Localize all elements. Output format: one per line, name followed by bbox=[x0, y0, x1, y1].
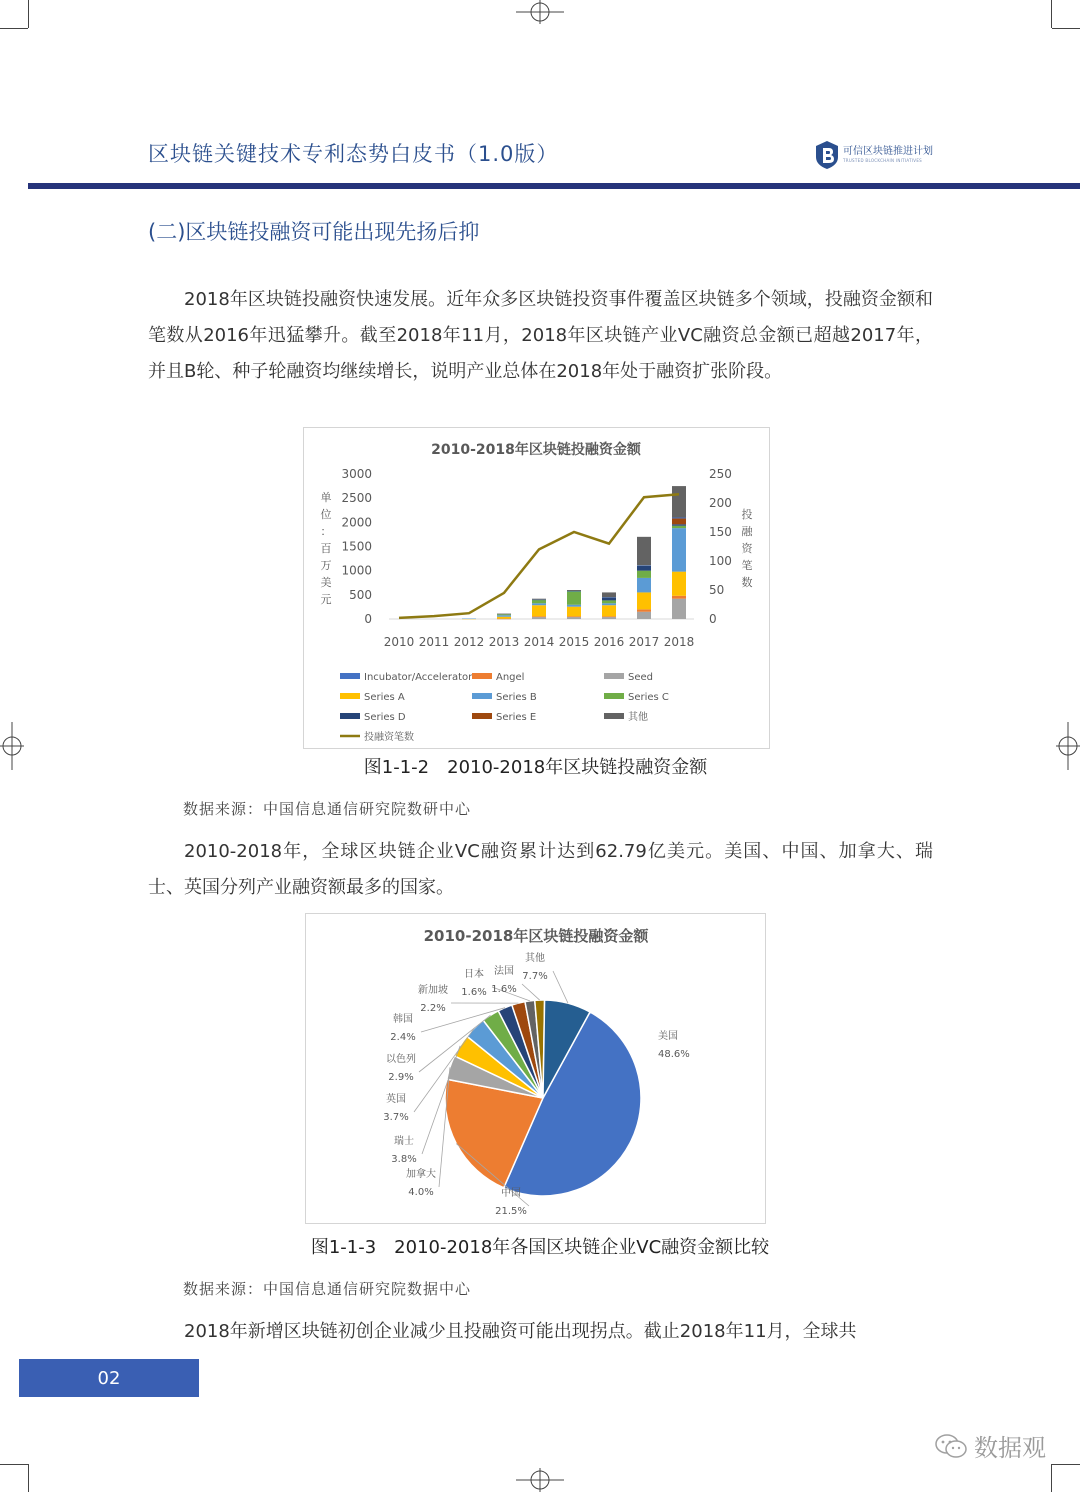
legend-swatch bbox=[472, 673, 492, 679]
page-number: 02 bbox=[97, 1367, 121, 1389]
registration-mark-top bbox=[516, 0, 564, 24]
figure-2-chart-frame bbox=[305, 913, 766, 1224]
y-axis-label-char: 位 bbox=[320, 508, 332, 521]
y2-tick-label: 100 bbox=[709, 554, 732, 568]
slice-percent: 2.2% bbox=[420, 1003, 446, 1014]
bar-segment bbox=[567, 605, 581, 607]
x-tick-label: 2011 bbox=[418, 635, 450, 649]
bar-segment bbox=[672, 599, 686, 619]
slice-label: 日本 bbox=[464, 969, 484, 980]
y-tick-label: 1000 bbox=[341, 563, 372, 578]
bar-segment bbox=[567, 616, 581, 617]
section-title: (二)区块链投融资可能出现先扬后抑 bbox=[148, 220, 480, 244]
bar-segment bbox=[672, 526, 686, 528]
slice-label: 加拿大 bbox=[406, 1169, 436, 1180]
legend-label: Series C bbox=[628, 692, 669, 703]
paragraph-1-text: 2018年区块链投融资快速发展。近年众多区块链投资事件覆盖区块链多个领域，投融资金额和笔数从2016年迅猛攀升。截至2018年11月，2018年区块链产业VC融资总金额已超越2017年，并且B轮、种子轮融资均继续增长，说明产业总体在2018年处于融资扩张阶段。 bbox=[148, 289, 933, 382]
legend-label: Seed bbox=[628, 672, 653, 683]
y2-axis-label-char: 数 bbox=[741, 576, 753, 589]
slice-percent: 2.9% bbox=[388, 1072, 414, 1083]
y-tick-label: 0 bbox=[364, 612, 372, 626]
legend-label: Series A bbox=[364, 692, 405, 703]
y-axis-label-char: 单 bbox=[320, 491, 332, 504]
slice-percent: 2.4% bbox=[390, 1032, 416, 1043]
x-tick-label: 2017 bbox=[628, 635, 660, 649]
crop-mark bbox=[1052, 28, 1080, 29]
bar-segment bbox=[602, 605, 616, 616]
bar-segment bbox=[637, 578, 651, 593]
x-tick-label: 2014 bbox=[523, 635, 555, 649]
slice-label: 韩国 bbox=[393, 1014, 413, 1025]
registration-mark-right bbox=[1056, 722, 1080, 770]
bar-segment bbox=[602, 597, 616, 598]
paragraph-3 bbox=[148, 1314, 933, 1350]
bar-segment bbox=[462, 619, 476, 620]
x-tick-label: 2013 bbox=[488, 635, 520, 649]
slice-percent: 4.0% bbox=[408, 1187, 434, 1198]
legend-label: Series E bbox=[496, 712, 537, 723]
wechat-icon bbox=[934, 1432, 968, 1460]
slice-label: 以色列 bbox=[386, 1054, 416, 1065]
paragraph-3-text: 2018年新增区块链初创企业减少且投融资可能出现拐点。截止2018年11月，全球共 bbox=[184, 1321, 857, 1342]
slice-percent: 48.6% bbox=[658, 1049, 690, 1060]
y2-tick-label: 0 bbox=[709, 612, 717, 626]
y-tick-label: 3000 bbox=[341, 467, 372, 481]
slice-label: 其他 bbox=[525, 953, 545, 964]
bar-segment bbox=[532, 603, 546, 605]
x-tick-label: 2015 bbox=[558, 635, 590, 649]
x-tick-label: 2012 bbox=[453, 635, 485, 649]
paragraph-2-text: 2010-2018年，全球区块链企业VC融资累计达到62.79亿美元。美国、中国、加拿大、瑞士、英国分列产业融资额最多的国家。 bbox=[148, 841, 933, 898]
slice-label: 英国 bbox=[386, 1094, 406, 1105]
bar-segment bbox=[602, 603, 616, 605]
legend-swatch bbox=[604, 673, 624, 679]
bar-segment bbox=[532, 600, 546, 603]
bar-segment bbox=[567, 591, 581, 605]
chart-2-title: 2010-2018年区块链投融资金额 bbox=[423, 927, 649, 945]
crop-mark bbox=[1051, 1464, 1052, 1492]
bar-segment bbox=[497, 619, 511, 620]
bar-segment bbox=[672, 486, 686, 517]
bar-segment bbox=[672, 518, 686, 519]
slice-percent: 3.8% bbox=[391, 1154, 417, 1165]
bar-segment bbox=[637, 571, 651, 578]
bar-segment bbox=[497, 614, 511, 615]
bar-segment bbox=[497, 617, 511, 619]
slice-label: 中国 bbox=[501, 1188, 521, 1199]
legend-swatch bbox=[340, 673, 360, 679]
slice-label: 美国 bbox=[658, 1031, 678, 1042]
paragraph-1 bbox=[148, 282, 933, 390]
figure-2-caption: 图1-1-3 2010-2018年各国区块链企业VC融资金额比较 bbox=[310, 1237, 770, 1258]
y2-axis-label-char: 融 bbox=[741, 525, 753, 538]
registration-mark-bottom bbox=[516, 1468, 564, 1492]
legend-label: 其他 bbox=[628, 712, 648, 723]
y-axis-label-char: 元 bbox=[320, 593, 332, 606]
bar-segment bbox=[637, 537, 651, 566]
leader-line bbox=[439, 1067, 450, 1187]
bar-segment bbox=[672, 528, 686, 572]
country-share-pie-chart bbox=[306, 914, 765, 1223]
slice-percent: 7.7% bbox=[522, 971, 548, 982]
crop-mark bbox=[0, 1464, 28, 1465]
legend-swatch bbox=[340, 693, 360, 699]
logo-text-cn: 可信区块链推进计划 bbox=[843, 146, 933, 157]
bar-segment bbox=[672, 572, 686, 596]
logo-text-en: TRUSTED BLOCKCHAIN INITIATIVES bbox=[843, 158, 922, 163]
figure-1-caption: 图1-1-2 2010-2018年区块链投融资金额 bbox=[363, 757, 708, 778]
bar-segment bbox=[567, 591, 581, 592]
slice-percent: 1.6% bbox=[491, 984, 517, 995]
y2-axis-label-char: 资 bbox=[741, 542, 753, 555]
header-rule bbox=[28, 183, 1080, 189]
bar-segment bbox=[602, 600, 616, 603]
y-tick-label: 1500 bbox=[341, 539, 372, 554]
investment-amount-chart bbox=[304, 428, 769, 748]
bar-segment bbox=[672, 524, 686, 525]
paragraph-2 bbox=[148, 834, 933, 906]
legend-label: Angel bbox=[496, 672, 525, 683]
y-axis-label-char: 百 bbox=[320, 542, 332, 555]
y-axis-label-char: 美 bbox=[320, 576, 332, 589]
crop-mark bbox=[1052, 1464, 1080, 1465]
bar-segment bbox=[637, 592, 651, 609]
crop-mark bbox=[0, 28, 28, 29]
slice-percent: 1.6% bbox=[461, 987, 487, 998]
bar-segment bbox=[672, 518, 686, 524]
bar-segment bbox=[567, 607, 581, 617]
y2-tick-label: 150 bbox=[709, 525, 732, 539]
slice-label: 瑞士 bbox=[394, 1136, 414, 1147]
bar-segment bbox=[637, 609, 651, 611]
legend-label: Incubator/Accelerator bbox=[364, 672, 473, 683]
leader-line bbox=[553, 971, 568, 1003]
bar-segment bbox=[602, 616, 616, 617]
bar-segment bbox=[532, 605, 546, 616]
slice-percent: 21.5% bbox=[495, 1206, 527, 1217]
bar-segment bbox=[672, 596, 686, 599]
watermark bbox=[934, 1428, 1046, 1463]
bar-segment bbox=[532, 616, 546, 617]
legend-label: 投融资笔数 bbox=[364, 732, 414, 743]
legend-swatch bbox=[472, 693, 492, 699]
y2-axis-label-char: 笔 bbox=[741, 559, 753, 572]
y2-tick-label: 250 bbox=[709, 467, 732, 481]
crop-mark bbox=[28, 0, 29, 28]
bar-segment bbox=[637, 612, 651, 619]
bar-segment bbox=[602, 617, 616, 619]
slice-label: 法国 bbox=[494, 966, 514, 977]
bar-segment bbox=[532, 617, 546, 619]
bar-segment bbox=[567, 590, 581, 591]
leader-line bbox=[522, 984, 540, 1000]
legend-swatch bbox=[340, 713, 360, 719]
logo bbox=[815, 140, 933, 170]
y-axis-label-char: 万 bbox=[320, 559, 332, 572]
legend-label: Series D bbox=[364, 712, 406, 723]
bar-segment bbox=[637, 566, 651, 571]
document-title: 区块链关键技术专利态势白皮书（1.0版） bbox=[148, 142, 559, 166]
bar-segment bbox=[567, 617, 581, 619]
y-tick-label: 2500 bbox=[341, 491, 372, 506]
y-axis-label-char: ： bbox=[320, 525, 332, 538]
page-number-box bbox=[19, 1359, 199, 1397]
chart-1-title: 2010-2018年区块链投融资金额 bbox=[431, 442, 641, 458]
bar-segment bbox=[497, 614, 511, 615]
bar-segment bbox=[637, 565, 651, 566]
bar-segment bbox=[602, 597, 616, 600]
x-tick-label: 2016 bbox=[593, 635, 625, 649]
blockchain-shield-icon bbox=[815, 140, 839, 170]
legend-label: Series B bbox=[496, 692, 537, 703]
x-tick-label: 2018 bbox=[663, 635, 695, 649]
bar-segment bbox=[532, 600, 546, 601]
registration-mark-left bbox=[0, 722, 24, 770]
legend-swatch bbox=[604, 693, 624, 699]
bar-segment bbox=[602, 592, 616, 597]
slice-label: 新加坡 bbox=[418, 985, 448, 996]
legend-swatch bbox=[472, 713, 492, 719]
slice-percent: 3.7% bbox=[383, 1112, 409, 1123]
legend-swatch bbox=[604, 713, 624, 719]
watermark-text: 数据观 bbox=[974, 1434, 1046, 1462]
y2-tick-label: 50 bbox=[709, 583, 725, 597]
figure-1-chart-frame bbox=[303, 427, 770, 749]
figure-2-source: 数据来源：中国信息通信研究院数据中心 bbox=[183, 1280, 472, 1298]
crop-mark bbox=[28, 1464, 29, 1492]
y-tick-label: 500 bbox=[349, 587, 372, 602]
y2-tick-label: 200 bbox=[709, 496, 732, 510]
figure-1-source: 数据来源：中国信息通信研究院数研中心 bbox=[183, 800, 472, 818]
y-tick-label: 2000 bbox=[341, 515, 372, 530]
bar-segment bbox=[497, 615, 511, 616]
y2-axis-label-char: 投 bbox=[741, 508, 753, 521]
crop-mark bbox=[1051, 0, 1052, 28]
bar-segment bbox=[532, 599, 546, 600]
x-tick-label: 2010 bbox=[383, 635, 415, 649]
